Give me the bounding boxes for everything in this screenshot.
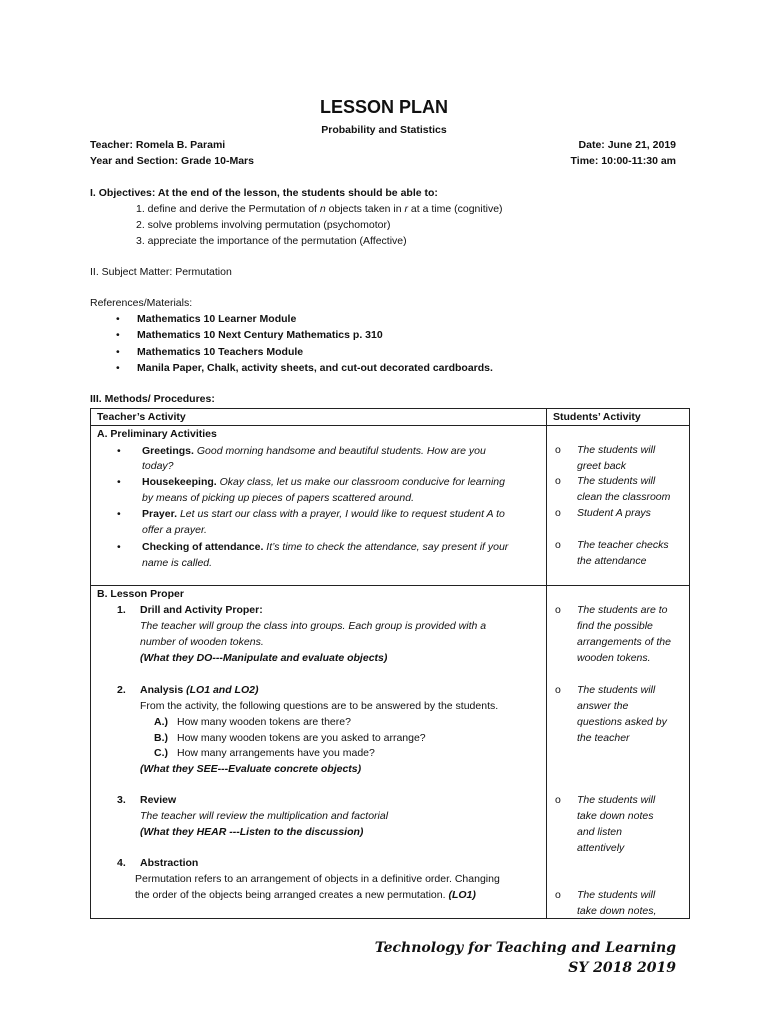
preliminary-activities-cell: A. Preliminary Activities • Greetings. Good morning handsome and beautiful students. How are you today? • Housekeeping. Okay class, let us make our classroom conducive for learning by means of picking up pieces of papers scattered around. • Prayer. Let us start our class with a prayer, I would like to request student A to offer a prayer. • Checking of attendance. It’s time to check the attendance, say present if your name is called. [91, 426, 547, 586]
bullet-icon: • [117, 476, 121, 488]
bullet-icon: • [117, 541, 121, 553]
bullet-icon: • [116, 362, 120, 374]
circle-bullet-icon: o [555, 684, 561, 696]
objective-3: 3. appreciate the importance of the permutation (Affective) [136, 235, 407, 247]
lesson-proper-students-cell: o The students are to find the possible arrangements of the wooden tokens. o The students will answer the questions asked by the teacher o The students will take down notes and listen attentively o The students will take down notes, [547, 586, 690, 919]
teacher-column-header: Teacher’s Activity [91, 409, 547, 426]
lesson-proper-heading: B. Lesson Proper [97, 588, 184, 600]
methods-heading: III. Methods/ Procedures: [90, 393, 215, 405]
abstraction-heading: Abstraction [140, 857, 199, 869]
bullet-icon: • [117, 508, 121, 520]
drill-heading: Drill and Activity Proper: [140, 604, 263, 616]
bullet-icon: • [116, 329, 120, 341]
attendance-line: Checking of attendance. It’s time to check the attendance, say present if your [142, 541, 509, 553]
course-footer: Technology for Teaching and Learning [374, 940, 676, 956]
year-section: Year and Section: Grade 10-Mars [90, 155, 254, 167]
document-subtitle: Probability and Statistics [321, 124, 447, 136]
circle-bullet-icon: o [555, 507, 561, 519]
objective-2: 2. solve problems involving permutation (psychomotor) [136, 219, 391, 231]
subject-matter: II. Subject Matter: Permutation [90, 266, 232, 278]
reference-item-3: Mathematics 10 Teachers Module [137, 346, 304, 358]
analysis-heading: Analysis (LO1 and LO2) [140, 684, 259, 696]
teacher-name: Teacher: Romela B. Parami [90, 139, 226, 151]
greetings-line: Greetings. Good morning handsome and beautiful students. How are you [142, 445, 486, 457]
lesson-date: Date: June 21, 2019 [578, 139, 676, 151]
bullet-icon: • [116, 346, 120, 358]
methods-table [90, 408, 690, 919]
reference-item-1: Mathematics 10 Learner Module [137, 313, 297, 325]
circle-bullet-icon: o [555, 444, 561, 456]
school-year-footer: SY 2018 2019 [568, 960, 676, 976]
reference-item-4: Manila Paper, Chalk, activity sheets, and cut-out decorated cardboards. [137, 362, 493, 374]
circle-bullet-icon: o [555, 794, 561, 806]
review-heading: Review [140, 794, 177, 806]
lesson-time: Time: 10:00-11:30 am [570, 155, 676, 167]
housekeeping-line: Housekeeping. Okay class, let us make our classroom conducive for learning [142, 476, 505, 488]
preliminary-students-cell: o The students will greet back o The students will clean the classroom o Student A prays o The teacher checks the attendance [547, 426, 690, 586]
document-title: LESSON PLAN [319, 97, 448, 117]
circle-bullet-icon: o [555, 604, 561, 616]
prayer-line: Prayer. Let us start our class with a prayer, I would like to request student A to [142, 508, 505, 520]
objective-1: 1. define and derive the Permutation of n objects taken in r at a time (cognitive) [136, 203, 503, 215]
students-column-header: Students’ Activity [547, 409, 690, 426]
objectives-heading: I. Objectives: At the end of the lesson, the students should be able to: [90, 187, 438, 199]
reference-item-2: Mathematics 10 Next Century Mathematics p. 310 [137, 329, 383, 341]
bullet-icon: • [117, 445, 121, 457]
circle-bullet-icon: o [555, 539, 561, 551]
circle-bullet-icon: o [555, 889, 561, 901]
preliminary-heading: A. Preliminary Activities [97, 428, 217, 440]
circle-bullet-icon: o [555, 475, 561, 487]
references-heading: References/Materials: [90, 297, 193, 309]
lesson-proper-cell: B. Lesson Proper 1. Drill and Activity Proper: The teacher will group the class into groups. Each group is provided with a number of wooden tokens. (What they DO---Manipulate and evaluate objects) 2. Analysis (LO1 and LO2) From the activity, the following questions are to be answered by the students. A.) How many wooden tokens are there? B.) How many wooden tokens are you asked to arrange? C.) How many arrangements have you made? (What they SEE---Evaluate concrete objects) 3. Review The teacher will review the multiplication and factorial (What they HEAR ---Listen to the discussion) 4. Abstraction Permutation refers to an arrangement of objects in a definitive order. Changing the order of the objects being arranged creates a new permutation. (LO1) [91, 586, 547, 919]
bullet-icon: • [116, 313, 120, 325]
